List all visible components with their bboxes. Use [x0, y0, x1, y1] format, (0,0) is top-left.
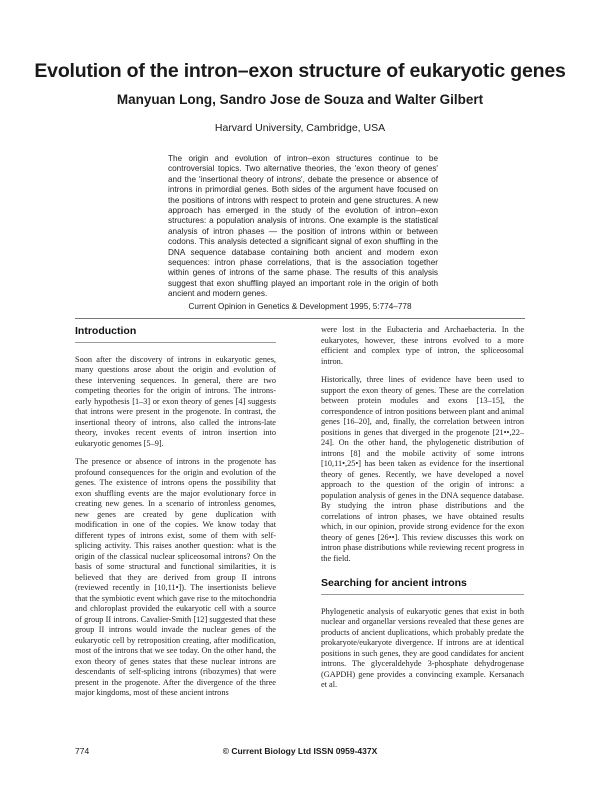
section-heading-introduction: Introduction [75, 326, 276, 343]
author-affiliation: Harvard University, Cambridge, USA [214, 122, 386, 134]
journal-citation: Current Opinion in Genetics & Development 1995, 5:774–778 [188, 302, 412, 311]
paragraph: The presence or absence of introns in the progenote has profound consequences for the origin and evolution of the genes. The existence of introns opens the possibility that exon shuffling events are the major evolutionary force in creating new genes. In a scenario of intronless genomes, new genes are created by gene duplication with modification in one of the copies. We know today that different types of introns exist, some of them with self-splicing activity. This raises another question: what is the origin of the classical nuclear spliceosomal introns? On the basis of some structural and functional similarities, it is believed that they are derived from group II introns (reviewed recently in [10,11•]). The insertionists believe that the symbiotic event which gave rise to the mitochondria and chloroplast provided the eukaryotic cell with a source of group II introns. Cavalier-Smith [12] suggested that these group II introns would invade the nuclear genes of the eukaryotic cell by retroposition creating, after modification, most of the introns that we see today. On the other hand, the exon theory of genes states that these nuclear introns are descendants of self-splicing introns (ribozymes) that were present in the progenote. After the divergence of the three major kingdoms, most of these ancient introns [75, 457, 276, 697]
paragraph: Phylogenetic analysis of eukaryotic genes that exist in both nuclear and organellar versions revealed that these genes are products of ancient duplications, which probably predate the prokaryote/eukaryote divergence. If introns are at identical positions in such genes, they are good candidates for ancient introns. The glyceraldehyde 3-phosphate dehydrogenase (GAPDH) gene provides a convincing example. Kersanach et al. [321, 606, 524, 689]
paragraph: Historically, three lines of evidence have been used to support the exon theory of genes. These are the correlation between protein modules and exons [13–15], the correspondence of intron positions between plant and animal genes [16–20], and, finally, the correlation between intron positions in genes that diverged in the progenote [21••,22–24]. On the other hand, the phylogenetic distribution of introns [8] and the mobile activity of some introns [10,11•,25•] has been taken as evidence for the insertional theory of genes. Recently, we have developed a novel approach to the question of the origin of introns: a population analysis of genes in the DNA sequence database. By studying the intron phase distributions and the correlations of intron phases, we have obtained results which, in our opinion, provide strong evidence for the exon theory of genes [26••]. This review discusses this work on intron phase distributions while reviewing recent progress in the field. [321, 375, 524, 563]
page-number: 774 [75, 746, 90, 756]
header-divider [75, 318, 525, 319]
publisher-line: © Current Biology Ltd ISSN 0959-437X [222, 746, 378, 756]
article-title: Evolution of the intron–exon structure of eukaryotic genes [34, 60, 566, 82]
article-authors: Manyuan Long, Sandro Jose de Souza and Walter Gilbert [116, 92, 484, 107]
right-column [321, 325, 524, 699]
left-column [75, 325, 276, 707]
paragraph: were lost in the Eubacteria and Archaebacteria. In the eukaryotes, however, these introns evolved to a more efficient and complex type of intron, the spliceosomal intron. [321, 325, 524, 366]
section-heading-searching: Searching for ancient introns [321, 578, 524, 595]
abstract: The origin and evolution of intron–exon structures continue to be controversial topics. Two alternative theories, the 'exon theory of genes' and the 'insertional theory of introns', debate the presence or absence of introns in primordial genes. Both sides of the argument have focused on the positions of introns with respect to protein and gene structures. A new approach has emerged in the study of the evolution of intron–exon structures: a population analysis of introns. One example is the statistical analysis of intron phases — the position of introns within or between codons. This analysis detected a significant signal of exon shuffling in the DNA sequence database containing both ancient and modern exon sequences: intron phase correlations, that is the association together within genes of introns of the same phase. The results of this analysis suggest that exon shuffling played an important role in the origin of both ancient and modern genes. [168, 154, 438, 299]
paragraph: Soon after the discovery of introns in eukaryotic genes, many questions arose about the origin and evolution of these intervening sequences. In general, there are two competing theories for the origin of introns. The introns-early hypothesis [1–3] or exon theory of genes [4] suggests that introns were present in the progenote. In contrast, the insertional theory of introns, also called the introns-late theory, invokes recent events of intron insertion into eukaryotic genomes [5–9]. [75, 354, 276, 448]
